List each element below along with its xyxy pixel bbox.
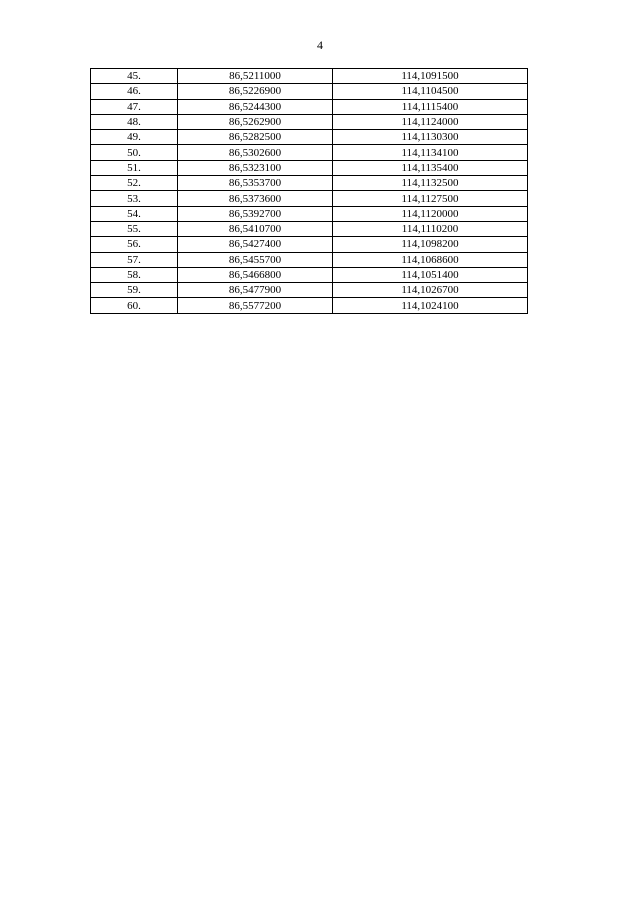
x-coordinate-cell: 86,5226900 (178, 84, 333, 99)
y-coordinate-cell: 114,1124000 (333, 114, 528, 129)
y-coordinate-cell: 114,1120000 (333, 206, 528, 221)
x-coordinate-cell: 86,5211000 (178, 69, 333, 84)
x-coordinate-cell: 86,5244300 (178, 99, 333, 114)
table-row (91, 145, 528, 160)
y-coordinate-cell: 114,1110200 (333, 221, 528, 236)
y-coordinate-cell: 114,1068600 (333, 252, 528, 267)
y-coordinate-cell: 114,1127500 (333, 191, 528, 206)
point-number-cell: 58. (91, 267, 178, 282)
y-coordinate-cell: 114,1132500 (333, 176, 528, 191)
y-coordinate-cell: 114,1104500 (333, 84, 528, 99)
x-coordinate-cell: 86,5466800 (178, 267, 333, 282)
table-row (91, 283, 528, 298)
point-number-cell: 47. (91, 99, 178, 114)
table-row (91, 206, 528, 221)
y-coordinate-cell: 114,1115400 (333, 99, 528, 114)
table-row (91, 298, 528, 313)
x-coordinate-cell: 86,5282500 (178, 130, 333, 145)
x-coordinate-cell: 86,5477900 (178, 283, 333, 298)
table-row (91, 114, 528, 129)
table-row (91, 237, 528, 252)
table-row (91, 160, 528, 175)
y-coordinate-cell: 114,1026700 (333, 283, 528, 298)
table-row (91, 130, 528, 145)
x-coordinate-cell: 86,5410700 (178, 221, 333, 236)
point-number-cell: 51. (91, 160, 178, 175)
point-number-cell: 46. (91, 84, 178, 99)
table-row (91, 221, 528, 236)
table-row (91, 267, 528, 282)
table-row (91, 99, 528, 114)
x-coordinate-cell: 86,5577200 (178, 298, 333, 313)
point-number-cell: 52. (91, 176, 178, 191)
x-coordinate-cell: 86,5455700 (178, 252, 333, 267)
table-row (91, 252, 528, 267)
page-number: 4 (317, 38, 323, 52)
coordinates-table-body (91, 69, 528, 314)
x-coordinate-cell: 86,5392700 (178, 206, 333, 221)
point-number-cell: 60. (91, 298, 178, 313)
x-coordinate-cell: 86,5427400 (178, 237, 333, 252)
y-coordinate-cell: 114,1051400 (333, 267, 528, 282)
y-coordinate-cell: 114,1098200 (333, 237, 528, 252)
point-number-cell: 59. (91, 283, 178, 298)
coordinates-table (90, 68, 528, 314)
x-coordinate-cell: 86,5373600 (178, 191, 333, 206)
point-number-cell: 45. (91, 69, 178, 84)
y-coordinate-cell: 114,1130300 (333, 130, 528, 145)
point-number-cell: 55. (91, 221, 178, 236)
table-row (91, 84, 528, 99)
y-coordinate-cell: 114,1024100 (333, 298, 528, 313)
point-number-cell: 56. (91, 237, 178, 252)
y-coordinate-cell: 114,1091500 (333, 69, 528, 84)
table-row (91, 176, 528, 191)
table-row (91, 69, 528, 84)
x-coordinate-cell: 86,5323100 (178, 160, 333, 175)
point-number-cell: 53. (91, 191, 178, 206)
y-coordinate-cell: 114,1135400 (333, 160, 528, 175)
point-number-cell: 54. (91, 206, 178, 221)
x-coordinate-cell: 86,5302600 (178, 145, 333, 160)
point-number-cell: 48. (91, 114, 178, 129)
x-coordinate-cell: 86,5353700 (178, 176, 333, 191)
point-number-cell: 57. (91, 252, 178, 267)
point-number-cell: 49. (91, 130, 178, 145)
table-row (91, 191, 528, 206)
point-number-cell: 50. (91, 145, 178, 160)
y-coordinate-cell: 114,1134100 (333, 145, 528, 160)
x-coordinate-cell: 86,5262900 (178, 114, 333, 129)
